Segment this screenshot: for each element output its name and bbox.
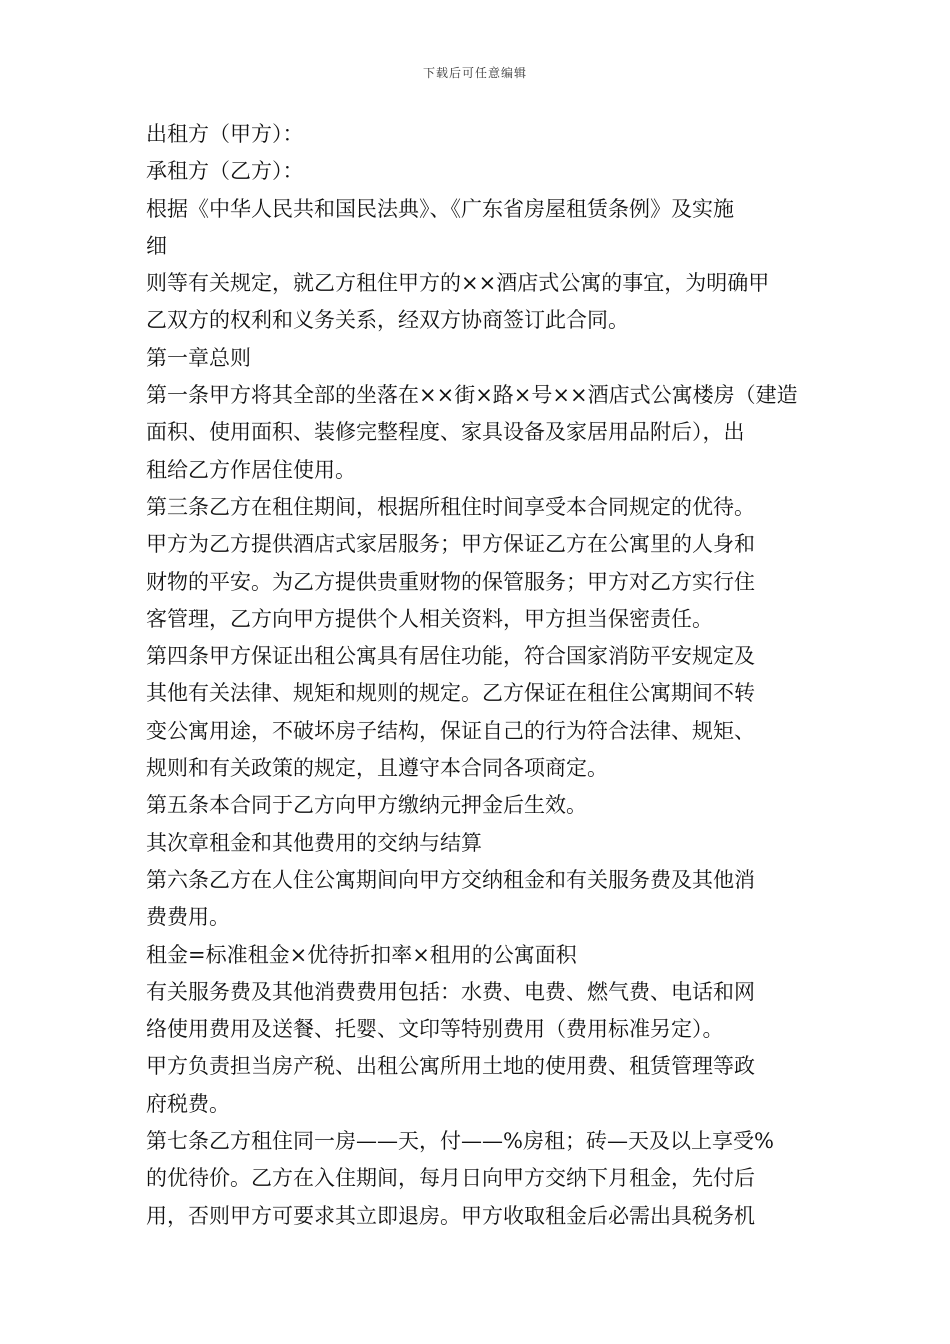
text-line: 第五条本合同于乙方向甲方缴纳元押金后生效。 (146, 793, 587, 818)
text-line: 第四条甲方保证出租公寓具有居住功能，符合国家消防平安规定及 (146, 644, 755, 669)
text-line: 面积、使用面积、装修完整程度、家具设备及家居用品附后），出 (146, 420, 745, 445)
text-line: 财物的平安。为乙方提供贵重财物的保管服务；甲方对乙方实行住 (146, 569, 755, 594)
contract-body (146, 116, 810, 1235)
text-line: 用，否则甲方可要求其立即退房。甲方收取租金后必需出具税务机 (146, 1203, 755, 1228)
formula-line: 租金=标准租金×优待折扣率×租用的公寓面积 (146, 942, 577, 967)
text-line: 则等有关规定，就乙方租住甲方的××酒店式公寓的事宜，为明确甲 (146, 271, 770, 296)
text-line: 租给乙方作居住使用。 (146, 457, 356, 482)
text-line: 其他有关法律、规矩和规则的规定。乙方保证在租住公寓期间不转 (146, 681, 755, 706)
text-line: 根据《中华人民共和国民法典》、《广东省房屋租赁条例》及实施 (146, 196, 734, 221)
text-line: 第三条乙方在租住期间，根据所租住时间享受本合同规定的优待。 (146, 494, 755, 519)
text-line: 络使用费用及送餐、托婴、文印等特别费用（费用标准另定）。 (146, 1017, 724, 1042)
chapter-heading: 其次章租金和其他费用的交纳与结算 (146, 830, 482, 855)
text-line: 府税费。 (146, 1091, 230, 1116)
text-line: 出租方（甲方）： (146, 122, 304, 146)
text-line: 甲方为乙方提供酒店式家居服务；甲方保证乙方在公寓里的人身和 (146, 532, 755, 557)
text-line: 变公寓用途，不破坏房子结构，保证自己的行为符合法律、规矩、 (146, 718, 755, 743)
header-note: 下载后可任意编辑 (422, 66, 527, 80)
text-line: 第六条乙方在人住公寓期间向甲方交纳租金和有关服务费及其他消 (146, 867, 755, 892)
text-line: 费费用。 (146, 905, 230, 930)
text-line: 第七条乙方租住同一房——天，付——%房租；砖—天及以上享受% (146, 1129, 774, 1154)
chapter-heading: 第一章总则 (146, 345, 251, 370)
text-line: 承租方（乙方）： (146, 159, 304, 184)
text-line: 规则和有关政策的规定，且遵守本合同各项商定。 (146, 756, 608, 781)
text-line: 第一条甲方将其全部的坐落在××街×路×号××酒店式公寓楼房（建造 (146, 383, 798, 408)
text-line: 甲方负责担当房产税、出租公寓所用土地的使用费、租赁管理等政 (146, 1054, 755, 1079)
text-line: 有关服务费及其他消费费用包括：水费、电费、燃气费、电话和网 (146, 979, 755, 1004)
text-line: 客管理，乙方向甲方提供个人相关资料，甲方担当保密责任。 (146, 606, 713, 631)
text-line: 的优待价。乙方在入住期间，每月日向甲方交纳下月租金，先付后 (146, 1166, 755, 1191)
text-line: 细 (146, 233, 167, 258)
text-line: 乙双方的权利和义务关系，经双方协商签订此合同。 (146, 308, 629, 333)
